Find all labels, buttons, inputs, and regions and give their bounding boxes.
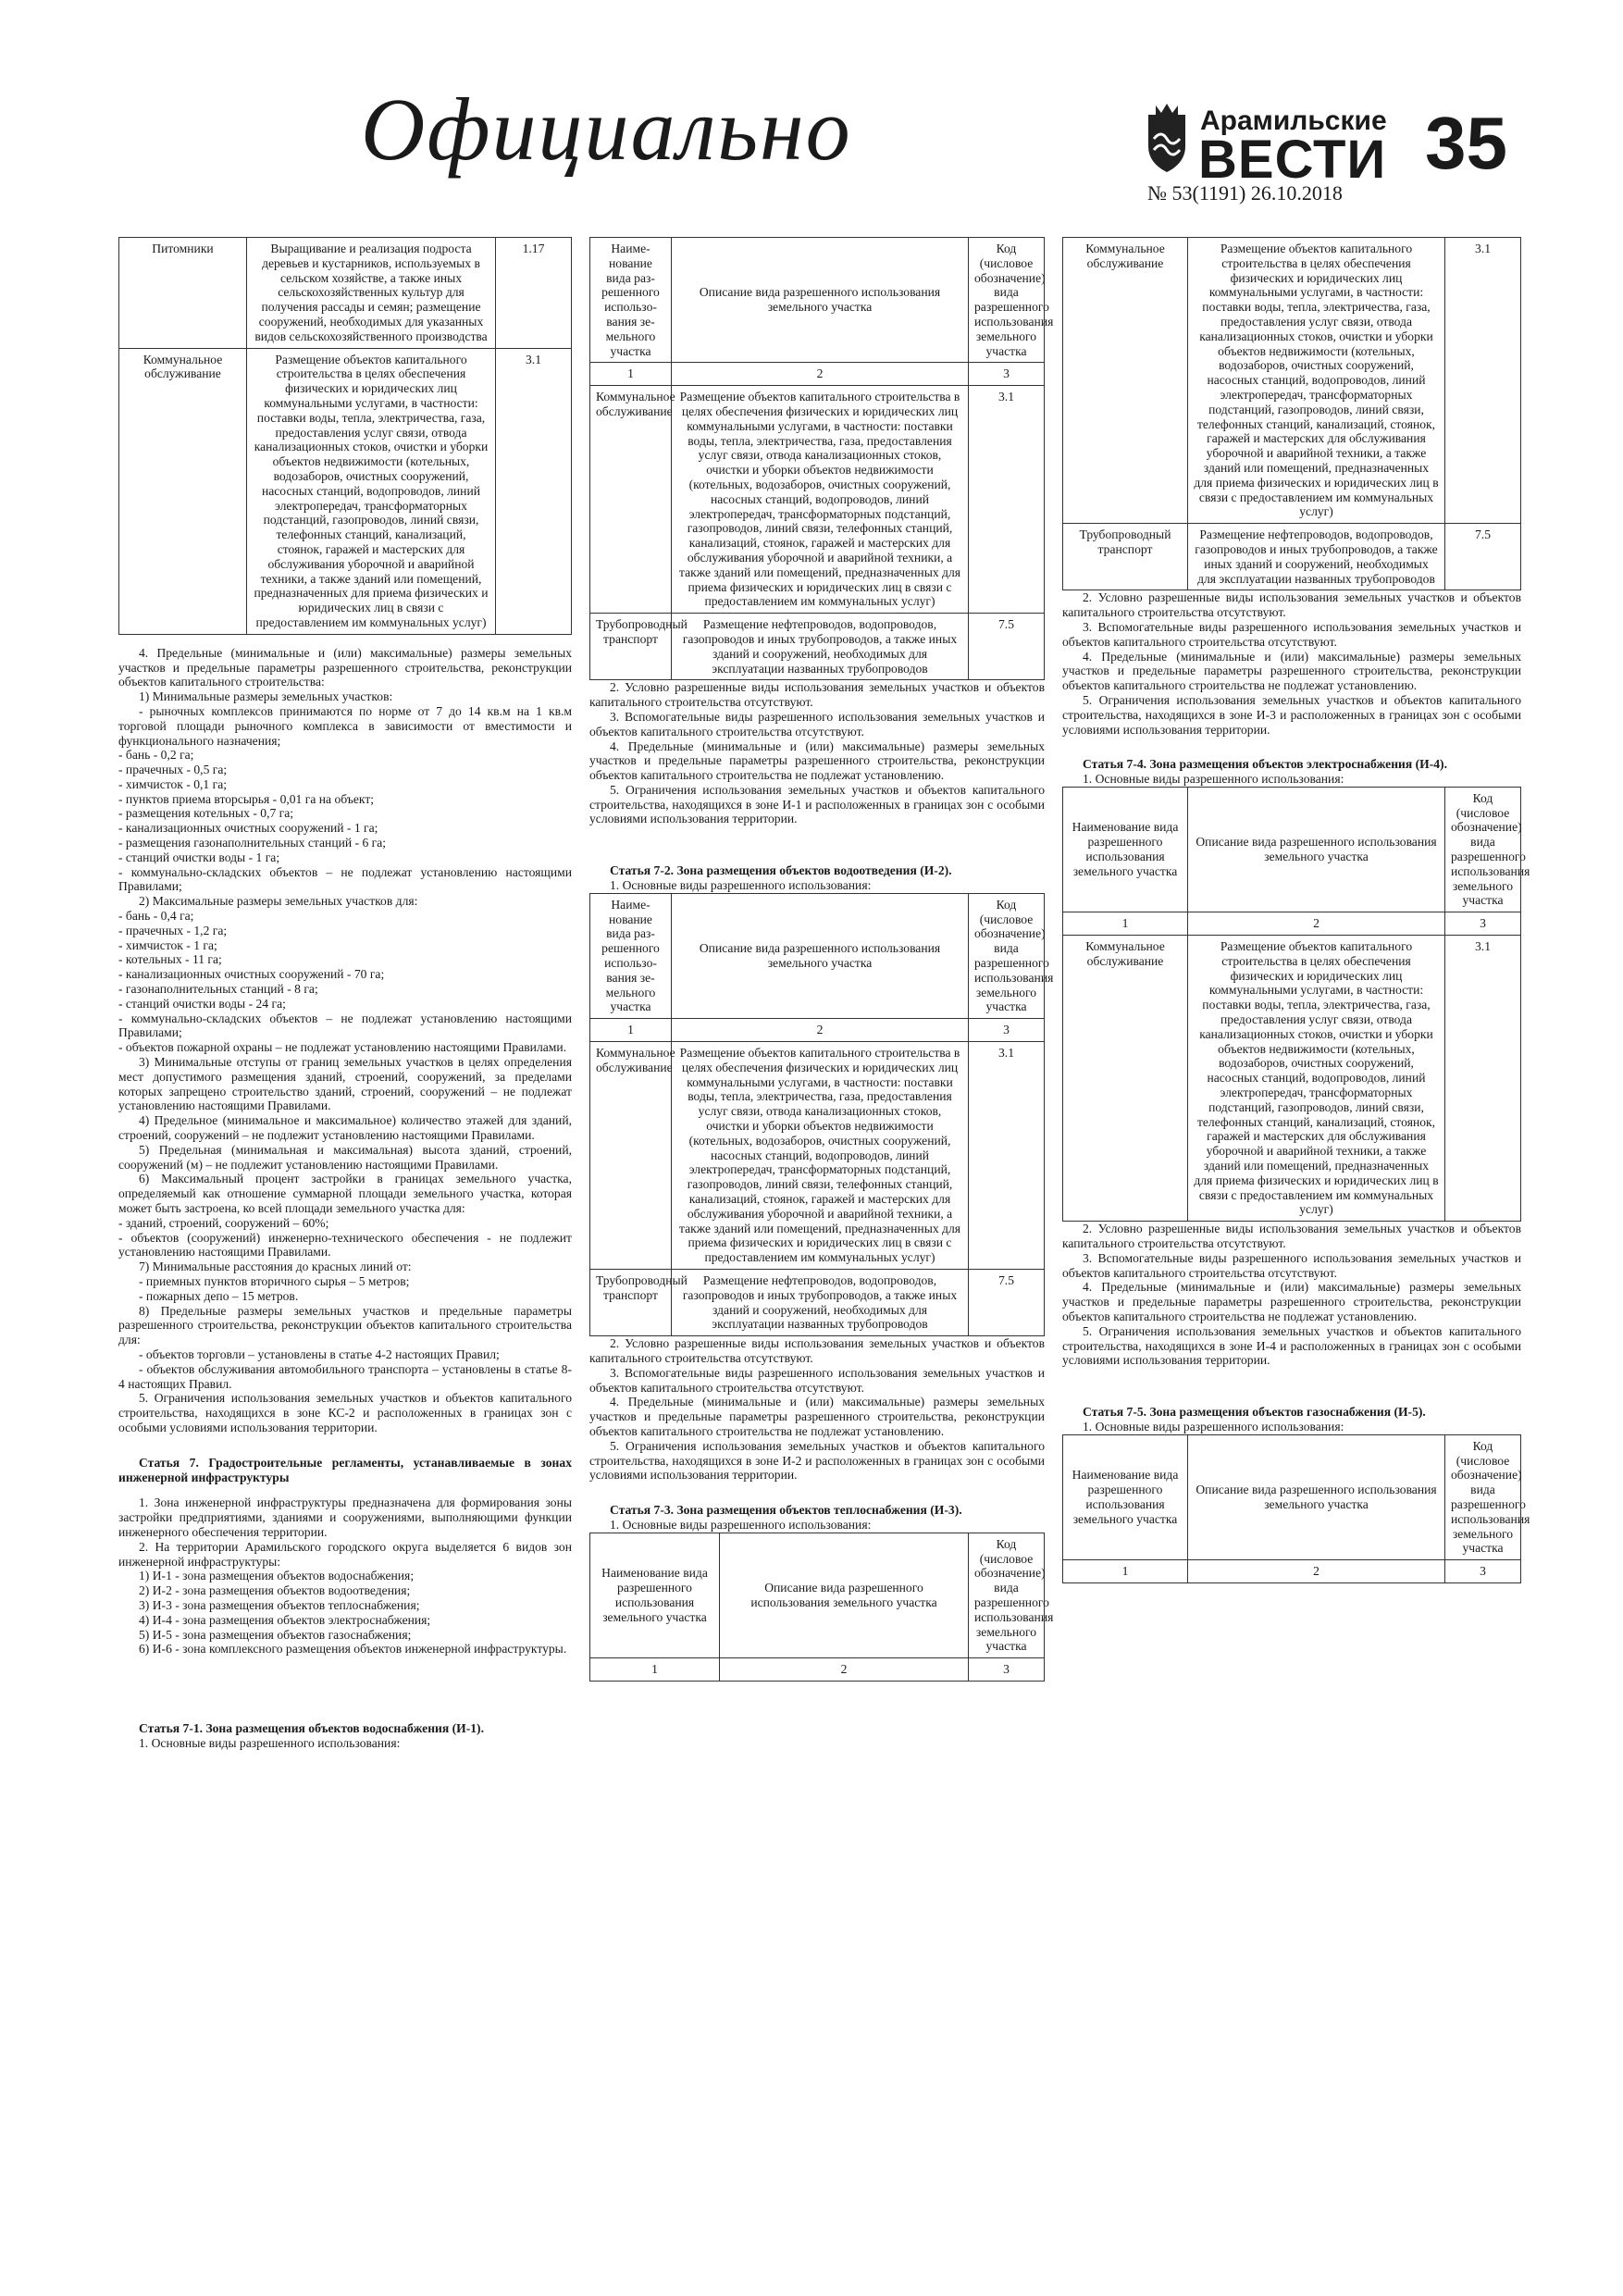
table-cell: Размещение объектов капитального строительства в целях обеспечения физических и юридических лиц коммунальными услугами, в частности: поставки воды, тепла, электричества, газа, предоставления услуг связи, отвода канализационных стоков, очистки и уборки объектов недвижимости (котельных, водозаборов, очистных сооружений, насосных станций, водопроводов, линий электропередач, трансформаторных подстанций, газопроводов, линий связи, телефонных станций, канализаций, стоянок, гаражей и мастерских для обслуживания уборочной и аварийной техники, а также зданий или помещений, предназначенных для приема физических и юридических лиц в связи с предоставлением им коммунальных услуг) [1188,936,1445,1222]
table-cell: 7.5 [969,614,1045,680]
table-number-row [590,363,1045,386]
list-item: 5) И-5 - зона размещения объектов газоснабжения; [139,1627,412,1642]
table-cell: Питомники [119,238,247,349]
table-row [590,614,1045,680]
table-header-cell: Код (числовое обозначение) вида разрешенного использования земельного участка [969,238,1045,363]
table-header-row [590,238,1045,363]
list-item: - объектов торговли – установлены в статье 4-2 настоящих Правил; [139,1347,500,1361]
list-item: - пожарных депо – 15 метров. [139,1288,299,1303]
table-cell: Трубопроводный транспорт [1063,524,1188,590]
table-cell: 3 [969,1658,1045,1682]
paragraph: 3. Вспомогательные виды разрешенного использования земельных участков и объектов капитального строительства отсутствуют. [589,1365,1045,1395]
table-header-row [1063,787,1521,912]
table-cell: Размещение объектов капитального строительства в целях обеспечения физических и юридических лиц коммунальными услугами, в частности: поставки воды, тепла, электричества, газа, предоставления услуг связи, отвода канализационных стоков, очистки и уборки объектов недвижимости (котельных, водозаборов, очистных сооружений, насосных станций, водопроводов, линий электропередач, трансформаторных подстанций, газопроводов, линий связи, телефонных станций, канализаций, стоянок, гаражей и мастерских для обслуживания уборочной и аварийной техники, а также зданий или помещений, предназначенных для приема физических и юридических лиц в связи с предоставлением им коммунальных услуг) [1188,238,1445,524]
list-item: - объектов пожарной охраны – не подлежат установлению настоящими Правилами. [118,1040,567,1055]
table-cell: 2 [720,1658,969,1682]
table-cell: 3.1 [1445,238,1521,524]
article-heading: Статья 7-3. Зона размещения объектов теплоснабжения (И-3). [610,1503,962,1518]
table-cell: Трубопроводный транспорт [590,614,672,680]
list-item: - химчисток - 1 га; [118,937,217,952]
list-item: - станций очистки воды - 1 га; [118,850,280,864]
table-header-row [1063,1434,1521,1559]
table-cell: Коммунальное обслуживание [590,1042,672,1270]
table-header-cell: Код (числовое обозначение) вида разрешенного использования земельного участка [1445,1434,1521,1559]
table-row [590,386,1045,614]
list-item: - химчисток - 0,1 га; [118,776,228,791]
list-item: - размещения котельных - 0,7 га; [118,806,294,821]
table-cell: 3 [1445,912,1521,936]
paragraph: 1. Основные виды разрешенного использования: [610,1517,872,1532]
table-cell: 7.5 [1445,524,1521,590]
table-cell: 3 [1445,1560,1521,1583]
article-heading: Статья 7-1. Зона размещения объектов водоснабжения (И-1). [139,1721,484,1736]
list-item: - объектов (сооружений) инженерно-технического обеспечения - не подлежит установлению настоящими Правилами. [118,1230,572,1260]
table-header-cell: Наиме-нование вида раз-решенного использо-вания зе-мельного участка [590,238,672,363]
table-cell: 1 [1063,1560,1188,1583]
column-2 [589,237,1054,1682]
list-item: - коммунально-складских объектов – не подлежат установлению настоящими Правилами; [118,1011,572,1040]
table-cell: 1 [1063,912,1188,936]
page-number: 35 [1425,102,1507,184]
paragraph: 5. Ограничения использования земельных участков и объектов капитального строительства, находящихся в зоне КС-2 и расположенных в границах зон с особыми условиями использования территории. [118,1391,572,1434]
paragraph: 4. Предельные (минимальные и (или) максимальные) размеры земельных участков и предельные параметры разрешенного строительства, реконструкции объектов капитального строительства не подлежат установлению. [1062,649,1521,693]
table-cell: 2 [1188,912,1445,936]
list-item: - прачечных - 1,2 га; [118,923,228,937]
table-cell: Размещение объектов капитального строительства в целях обеспечения физических и юридических лиц коммунальными услугами, в частности: поставки воды, тепла, электричества, газа, предоставления услуг связи, отвода канализационных стоков, очистки и уборки объектов недвижимости (котельных, водозаборов, очистных сооружений, насосных станций, водопроводов, линий электропередач, трансформаторных подстанций, газопроводов, линий связи, телефонных станций, канализаций, стоянок, гаражей и мастерских для обслуживания уборочной и аварийной техники, а также зданий или помещений, предназначенных для приема физических и юридических лиц в связи с предоставлением им коммунальных услуг) [672,386,969,614]
table-row [590,1270,1045,1336]
paragraph: 2. Условно разрешенные виды использования земельных участков и объектов капитального строительства отсутствуют. [589,1336,1045,1365]
table-cell: Коммунальное обслуживание [119,348,247,634]
paragraph: 1. Зона инженерной инфраструктуры предназначена для формирования зоны застройки предприятиями, зданиями и сооружениями, выполняющими функции инженерного обеспечения территории. [118,1496,572,1539]
list-item: - бань - 0,2 га; [118,748,194,763]
list-item: 3) И-3 - зона размещения объектов теплоснабжения; [139,1597,420,1612]
list-item: 6) И-6 - зона комплексного размещения объектов инженерной инфраструктуры. [139,1642,567,1657]
table-number-row [590,1019,1045,1042]
table-cell: Трубопроводный транспорт [590,1270,672,1336]
paragraph: 7) Минимальные расстояния до красных линий от: [139,1260,412,1274]
paragraph: 5. Ограничения использования земельных участков и объектов капитального строительства, находящихся в зоне И-2 и расположенных в границах зон с особыми условиями использования территории. [589,1438,1045,1483]
paragraph: 1) Минимальные размеры земельных участков: [139,689,393,704]
paragraph: 5. Ограничения использования земельных участков и объектов капитального строительства, находящихся в зоне И-4 и расположенных в границах зон с особыми условиями использования территории. [1062,1323,1521,1368]
list-item: - пунктов приема вторсырья - 0,01 га на объект; [118,791,375,806]
table-cell: 3.1 [969,1042,1045,1270]
table-header-cell: Описание вида разрешенного использования земельного участка [672,893,969,1018]
paragraph: 1. Основные виды разрешенного использования: [610,878,872,893]
paragraph: 6) Максимальный процент застройки в границах земельного участка, определяемый как отношение суммарной площади земельного участка, которая может быть застроена, ко всей площади земельного участка для: [118,1172,572,1215]
paragraph: 8) Предельные размеры земельных участков и предельные параметры разрешенного строительства, реконструкции объектов капитального строительства для: [118,1303,572,1347]
table-row [1063,936,1521,1222]
table-header-cell: Описание вида разрешенного использования земельного участка [720,1533,969,1657]
table-number-row [1063,1560,1521,1583]
table-cell: 7.5 [969,1270,1045,1336]
table-cell: 1.17 [496,238,572,349]
table-number-row [1063,912,1521,936]
paragraph: 1. Основные виды разрешенного использования: [1083,1419,1344,1433]
paragraph: 2. Условно разрешенные виды использования земельных участков и объектов капитального строительства отсутствуют. [1062,1222,1521,1250]
table-cell: Размещение нефтепроводов, водопроводов, газопроводов и иных трубопроводов, а также иных зданий и сооружений, необходимых для эксплуатации названных трубопроводов [1188,524,1445,590]
section-title: Официально [361,80,852,179]
table-cell: 1 [590,363,672,386]
paragraph: 5. Ограничения использования земельных участков и объектов капитального строительства, находящихся в зоне И-3 и расположенных в границах зон с особыми условиями использования территории. [1062,692,1521,737]
table-header-cell: Код (числовое обозначение) вида разрешенного использования земельного участка [969,1533,1045,1657]
table-row [1063,238,1521,524]
table-kc2-main-uses [118,237,572,635]
table-header-cell: Код (числовое обозначение) вида разрешенного использования земельного участка [969,893,1045,1018]
table-cell: Размещение нефтепроводов, водопроводов, газопроводов и иных трубопроводов, а также иных зданий и сооружений, необходимых для эксплуатации названных трубопроводов [672,1270,969,1336]
list-item: - объектов обслуживания автомобильного транспорта – установлены в статье 8-4 настоящих Правил. [118,1361,572,1391]
table-i2-main-uses [589,893,1054,1336]
table-header-cell: Описание вида разрешенного использования земельного участка [672,238,969,363]
table-cell: Размещение объектов капитального строительства в целях обеспечения физических и юридических лиц коммунальными услугами, в частности: поставки воды, тепла, электричества, газа, предоставления услуг связи, отвода канализационных стоков, очистки и уборки объектов недвижимости (котельных, водозаборов, очистных сооружений, насосных станций, водопроводов, линий электропередач, трансформаторных подстанций, газопроводов, линий связи, телефонных станций, канализаций, стоянок, гаражей и мастерских для обслуживания уборочной и аварийной техники, а также зданий или помещений, предназначенных для приема физических и юридических лиц в связи с предоставлением им коммунальных услуг) [672,1042,969,1270]
list-item: - бань - 0,4 га; [118,909,194,924]
table-header-row [590,893,1045,1018]
table-header-cell: Код (числовое обозначение) вида разрешенного использования земельного участка [1445,787,1521,912]
paragraph: 2. Условно разрешенные виды использования земельных участков и объектов капитального строительства отсутствуют. [589,680,1045,710]
paragraph: 5) Предельная (минимальная и максимальная) высота зданий, строений, сооружений (м) – не подлежит установлению настоящими Правилами. [118,1142,572,1172]
table-cell: 1 [590,1019,672,1042]
table-cell: Коммунальное обслуживание [1063,238,1188,524]
list-item: - размещения газонаполнительных станций - 6 га; [118,836,387,850]
table-cell: 2 [672,1019,969,1042]
paragraph: 4. Предельные (минимальные и (или) максимальные) размеры земельных участков и предельные параметры разрешенного строительства, реконструкции объектов капитального строительства не подлежат установлению. [1062,1280,1521,1323]
column-3 [1062,237,1530,1583]
table-cell: 3.1 [496,348,572,634]
table-cell: 1 [590,1658,720,1682]
table-header-cell: Наименование вида разрешенного использования земельного участка [590,1533,720,1657]
table-header-cell: Наименование вида разрешенного использования земельного участка [1063,1434,1188,1559]
list-item: - рыночных комплексов принимаются по норме от 7 до 14 кв.м на 1 кв.м торговой площади рыночного комплекса в зависимости от вместимости и функционального назначения; [118,703,572,748]
issue-date: № 53(1191) 26.10.2018 [1147,181,1343,205]
list-item: - газонаполнительных станций - 8 га; [118,982,318,997]
table-row [1063,524,1521,590]
column-1 [118,237,572,1751]
paragraph: 4. Предельные (минимальные и (или) максимальные) размеры земельных участков и предельные параметры разрешенного строительства, реконструкции объектов капитального строительства не подлежат установлению. [589,738,1045,783]
masthead [0,0,1623,231]
paragraph: 3. Вспомогательные виды разрешенного использования земельных участков и объектов капитального строительства отсутствуют. [1062,1250,1521,1280]
list-item: - приемных пунктов вторичного сырья – 5 метров; [139,1273,410,1288]
paragraph: 3) Минимальные отступы от границ земельных участков в целях определения мест допустимого размещения зданий, строений, сооружений, за пределами которых запрещено строительство зданий, строений, сооружений – не подлежат установлению настоящими Правилами. [118,1055,572,1113]
article-heading: Статья 7. Градостроительные регламенты, устанавливаемые в зонах инженерной инфраструктуры [118,1455,572,1484]
paragraph: 1. Основные виды разрешенного использования: [139,1735,401,1750]
table-i4-main-uses [1062,787,1530,1222]
list-item: - канализационных очистных сооружений - 70 га; [118,967,385,982]
table-cell: 3.1 [969,386,1045,614]
table-cell: 3 [969,1019,1045,1042]
table-cell: 2 [672,363,969,386]
list-item: 2) И-2 - зона размещения объектов водоотведения; [139,1583,411,1598]
list-item: - котельных - 11 га; [118,952,222,967]
paragraph: 5. Ограничения использования земельных участков и объектов капитального строительства, находящихся в зоне И-1 и расположенных в границах зон с особыми условиями использования территории. [589,782,1045,826]
article-heading: Статья 7-5. Зона размещения объектов газоснабжения (И-5). [1083,1405,1426,1420]
table-i3-header [589,1533,1054,1682]
table-header-cell: Описание вида разрешенного использования земельного участка [1188,1434,1445,1559]
table-i5-header [1062,1434,1530,1583]
paragraph: 3. Вспомогательные виды разрешенного использования земельных участков и объектов капитального строительства отсутствуют. [589,709,1045,738]
table-row [590,1042,1045,1270]
table-header-row [590,1533,1045,1657]
table-cell: 3.1 [1445,936,1521,1222]
paragraph: 2) Максимальные размеры земельных участков для: [139,894,418,909]
logo-big-text: ВЕСТИ [1198,130,1387,190]
table-cell: Размещение объектов капитального строительства в целях обеспечения физических и юридических лиц коммунальными услугами, в частности: поставки воды, тепла, электричества, газа, предоставления услуг связи, отвода канализационных стоков, очистки и уборки объектов недвижимости (котельных, водозаборов, очистных сооружений, насосных станций, водопроводов, линий электропередач, трансформаторных подстанций, газопроводов, линий связи, телефонных станций, канализаций, стоянок, гаражей и мастерских для обслуживания уборочной и аварийной техники, а также зданий или помещений, предназначенных для приема физических и юридических лиц в связи с предоставлением им коммунальных услуг) [247,348,496,634]
table-cell: Коммунальное обслуживание [1063,936,1188,1222]
paragraph: 3. Вспомогательные виды разрешенного использования земельных участков и объектов капитального строительства отсутствуют. [1062,619,1521,649]
table-cell: Размещение нефтепроводов, водопроводов, газопроводов и иных трубопроводов, а также иных зданий и сооружений, необходимых для эксплуатации названных трубопроводов [672,614,969,680]
paragraph: 4. Предельные (минимальные и (или) максимальные) размеры земельных участков и предельные параметры разрешенного строительства, реконструкции объектов капитального строительства: [118,645,572,689]
table-cell: 2 [1188,1560,1445,1583]
table-number-row [590,1658,1045,1682]
paragraph: 2. На территории Арамильского городского округа выделяется 6 видов зон инженерной инфраструктуры: [118,1539,572,1569]
list-item: - прачечных - 0,5 га; [118,763,228,777]
table-header-cell: Описание вида разрешенного использования земельного участка [1188,787,1445,912]
list-item: 4) И-4 - зона размещения объектов электроснабжения; [139,1612,431,1627]
list-item: - станций очистки воды - 24 га; [118,996,286,1011]
list-item: - коммунально-складских объектов – не подлежат установлению настоящими Правилами; [118,864,572,894]
table-cell: Выращивание и реализация подроста деревьев и кустарников, используемых в сельском хозяйстве, а также иных сельскохозяйственных культур для получения рассады и семян; размещение сооружений, необходимых для указанных видов сельскохозяйственного производства [247,238,496,349]
list-item: - канализационных очистных сооружений - 1 га; [118,821,378,836]
table-header-cell: Наиме-нование вида раз-решенного использо-вания зе-мельного участка [590,893,672,1018]
table-cell: 3 [969,363,1045,386]
list-item: 1) И-1 - зона размещения объектов водоснабжения; [139,1569,415,1583]
paragraph: 4) Предельное (минимальное и максимальное) количество этажей для зданий, строений, сооружений – не подлежит установлению настоящими Правилами. [118,1113,572,1143]
table-i1-main-uses [589,237,1054,680]
table-i3-main-uses [1062,237,1521,590]
article-heading: Статья 7-4. Зона размещения объектов электроснабжения (И-4). [1083,757,1447,772]
newspaper-logo [1143,102,1457,190]
paragraph: 4. Предельные (минимальные и (или) максимальные) размеры земельных участков и предельные параметры разрешенного строительства, реконструкции объектов капитального строительства не подлежат установлению. [589,1395,1045,1438]
logo-small-text: Арамильские [1200,105,1387,136]
article-heading: Статья 7-2. Зона размещения объектов водоотведения (И-2). [610,863,952,878]
coat-of-arms-icon [1143,102,1191,174]
paragraph: 2. Условно разрешенные виды использования земельных участков и объектов капитального строительства отсутствуют. [1062,590,1521,620]
table-header-cell: Наименование вида разрешенного использования земельного участка [1063,787,1188,912]
table-cell: Коммунальное обслуживание [590,386,672,614]
table-row [119,348,572,634]
paragraph: 1. Основные виды разрешенного использования: [1083,772,1344,787]
list-item: - зданий, строений, сооружений – 60%; [118,1215,329,1230]
table-row [119,238,572,349]
